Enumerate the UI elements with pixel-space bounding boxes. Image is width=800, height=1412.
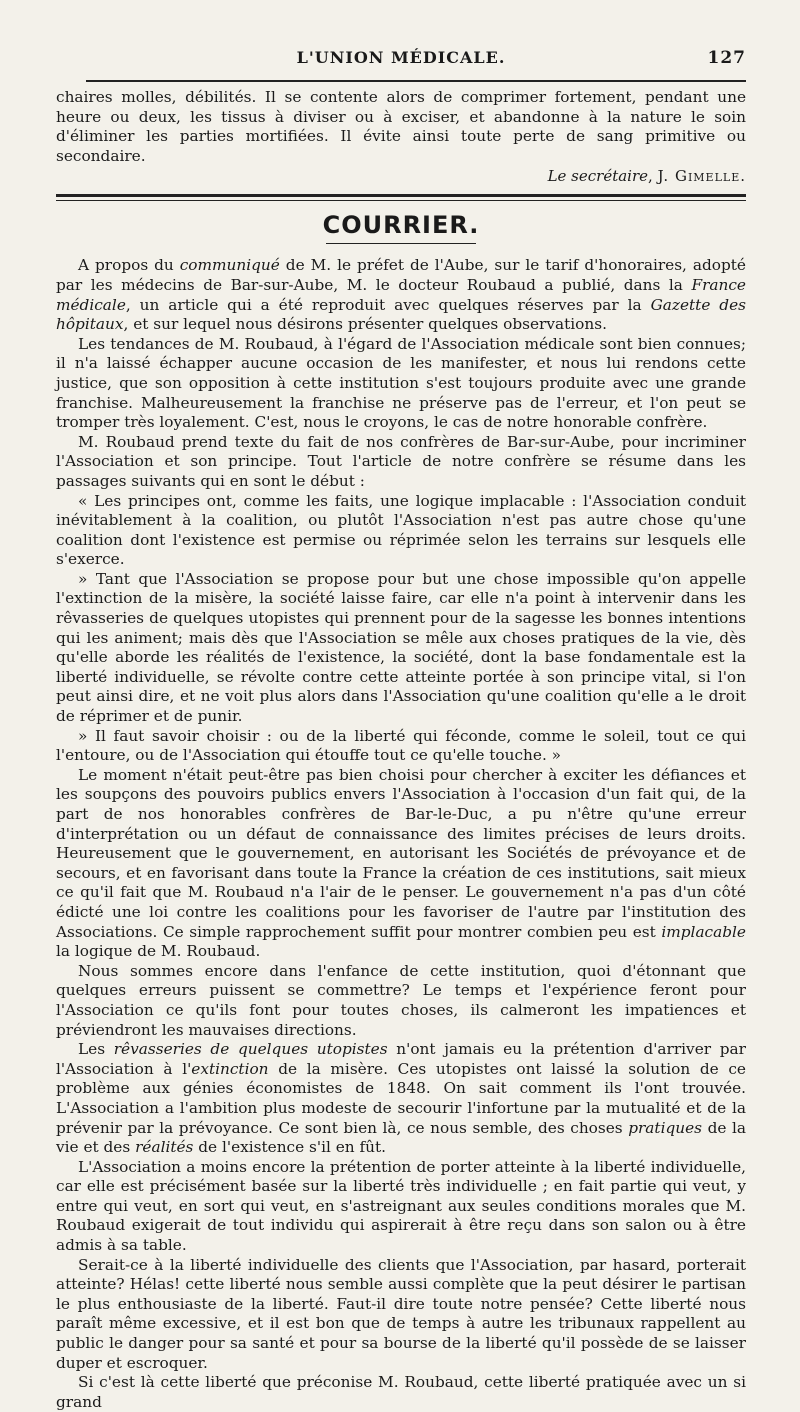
paragraph-2: Les tendances de M. Roubaud, à l'égard de l'Association médicale sont bien connues; il n'a laissé échapper aucune occasion de les manifester, et nous lui rendons cette justice, que son opposition à cette institution s'est toujours produite avec une grande franchise. Malheureusement la franchise ne préserve pas de l'erreur, et l'on peut se tromper très loyalement. C'est, nous le croyons, le cas de notre honorable confrère. <box>56 334 746 432</box>
signature-role: Le secrétaire <box>547 167 649 186</box>
header-rule <box>86 80 746 82</box>
signature-name: J. Gimelle. <box>657 167 746 186</box>
section-title: COURRIER. <box>322 211 480 240</box>
quote-1: « Les principes ont, comme les faits, une logique implacable : l'Association conduit inévitablement à la coalition, ou plutôt l'Association n'est pas autre chose qu'une coalition dont l'existence est permise ou réprimée selon les terrains sur lesquels elle s'exerce. <box>56 491 746 569</box>
paragraph-7: Le moment n'était peut-être pas bien choisi pour chercher à exciter les défiances et les soupçons des pouvoirs publics envers l'Association à l'occasion d'un fait qui, de la part de nos honorables confrères de Bar-le-Duc, a pu n'être qu'une erreur d'interprétation ou un défaut de connaissance des limites précises de leurs droits. Heureusement que le gouvernement, en autorisant les Sociétés de prévoyance et de secours, et en favorisant dans toute la France la création de ces institutions, sait mieux ce qu'il fait que M. Roubaud n'a l'air de le penser. Le gouvernement n'a pas d'un côté édicté une loi contre les coalitions pour les favoriser de l'autre par l'institution des Associations. Ce simple rapprochement suffit pour montrer combien peu est implacable la logique de M. Roubaud. <box>56 765 746 961</box>
quote-2: » Tant que l'Association se propose pour but une chose impossible qu'on appelle l'extinction de la misère, la société laisse faire, car elle n'a point à intervenir dans les rêvasseries de quelques utopistes qui prennent pour de la sagesse les bonnes intentions qui les animent; mais dès que l'Association se mêle aux choses pratiques de la vie, dès qu'elle aborde les réalités de l'existence, la société, dont la base fondamentale est la liberté individuelle, se révolte contre cette atteinte portée à son principe vital, si l'on peut ainsi dire, et ne voit plus alors dans l'Association qu'une coalition qu'elle a le droit de réprimer et de punir. <box>56 569 746 726</box>
paragraph-8: Nous sommes encore dans l'enfance de cette institution, quoi d'étonnant que quelques erreurs puissent se commettre? Le temps et l'expérience feront pour l'Association ce qu'ils font pour toutes choses, ils calmeront les impatiences et préviendront les mauvaises directions. <box>56 961 746 1039</box>
page-number: 127 <box>707 48 746 68</box>
journal-page <box>56 40 746 1412</box>
journal-title: L'UNION MÉDICALE. <box>296 48 506 67</box>
quote-3: » Il faut savoir choisir : ou de la liberté qui féconde, comme le soleil, tout ce qui l'entoure, ou de l'Association qui étouffe tout ce qu'elle touche. » <box>56 726 746 765</box>
section-divider <box>56 194 746 201</box>
paragraph-10: L'Association a moins encore la prétention de porter atteinte à la liberté individuelle, car elle est précisément basée sur la liberté très individuelle ; en fait partie qui veut, y entre qui veut, en sort qui veut, en s'astreignant aux seules conditions morales que M. Roubaud exigerait de tout individu qui aspirerait à être reçu dans son salon ou à être admis à sa table. <box>56 1157 746 1255</box>
paragraph-1: A propos du communiqué de M. le préfet de l'Aube, sur le tarif d'honoraires, adopté par les médecins de Bar-sur-Aube, M. le docteur Roubaud a publié, dans la France médicale, un article qui a été reproduit avec quelques réserves par la Gazette des hôpitaux, et sur lequel nous désirons présenter quelques observations. <box>56 256 746 334</box>
intro-paragraph: chaires molles, débilités. Il se contente alors de comprimer fortement, pendant une heure ou deux, les tissus à diviser ou à exciser, et abandonne à la nature le soin d'éliminer les parties mortifiées. Il évite ainsi toute perte de sang primitive ou secondaire. <box>56 88 746 165</box>
paragraph-11: Serait-ce à la liberté individuelle des clients que l'Association, par hasard, porterait atteinte? Hélas! cette liberté nous semble aussi complète que la peut désirer le partisan le plus enthousiaste de la liberté. Faut-il dire toute notre pensée? Cette liberté nous paraît même excessive, et il est bon que de temps à autre les tribunaux rappellent au public le danger pour sa santé et pour sa bourse de la liberté qu'il possède de se laisser duper et escroquer. <box>56 1255 746 1372</box>
running-head <box>56 40 746 76</box>
paragraph-12: Si c'est là cette liberté que préconise M. Roubaud, cette liberté pratiquée avec un si grand <box>56 1373 746 1411</box>
signature: Le secrétaire, J. Gimelle. <box>547 167 746 186</box>
paragraph-9: Les rêvasseries de quelques utopistes n'ont jamais eu la prétention d'arriver par l'Association à l'extinction de la misère. Ces utopistes ont laissé la solution de ce problème aux génies économistes de 1848. On sait comment ils l'ont trouvée. L'Association a l'ambition plus modeste de secourir l'infortune par la mutualité et de la prévenir par la prévoyance. Ce sont bien là, ce nous semble, des choses pratiques de la vie et des réalités de l'existence s'il en fût. <box>56 1040 746 1157</box>
paragraph-3: M. Roubaud prend texte du fait de nos confrères de Bar-sur-Aube, pour incriminer l'Association et son principe. Tout l'article de notre confrère se résume dans les passages suivants qui en sont le début : <box>56 432 746 490</box>
title-underline <box>326 243 476 244</box>
